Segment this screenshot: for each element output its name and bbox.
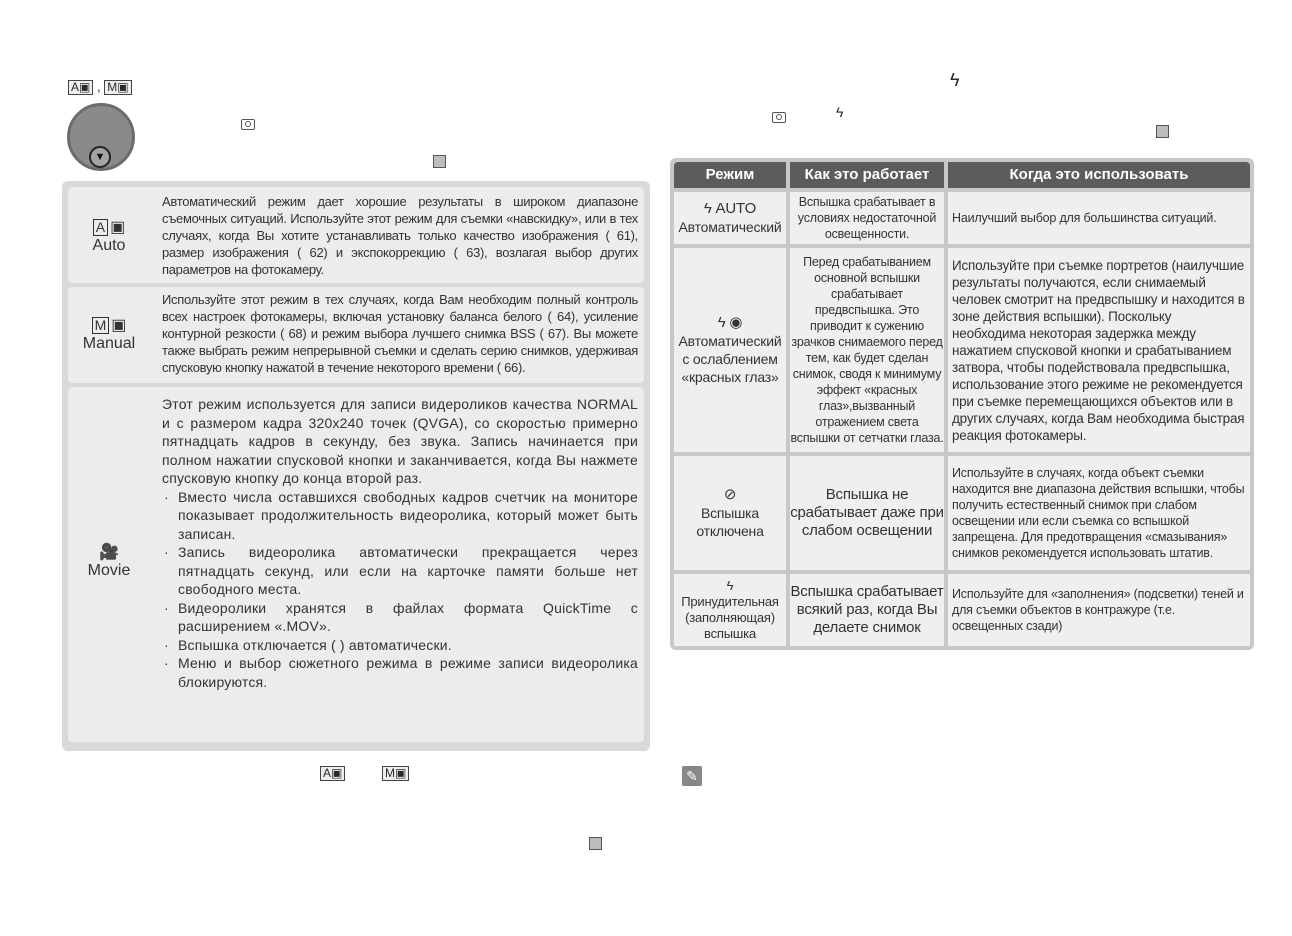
mode-auto: AUTO — [715, 200, 757, 217]
reference-icon-footer — [589, 837, 602, 850]
movie-mode-description: Этот режим используется для записи видероликов качества NORMAL и с размером кадра 320x240 точек (QVGA), со скоростью примерно пятнадцать кадров в секунду, без звука. Запись начинается при полном нажатии спусковой кнопки и заканчивается, когда Вы нажмете спусковую кнопку до конца второй раз. — [162, 396, 638, 486]
movie-mode-label: Movie — [87, 562, 131, 579]
manual-mode-icon: M ▣ — [68, 315, 150, 335]
flash-icon-header: ϟ — [950, 70, 960, 90]
list-item: · Видеоролики хранятся в файлах формата QuickTime с расширением «.MOV». — [162, 599, 638, 636]
note-pencil-icon: ✎ — [682, 766, 702, 786]
movie-notes-list — [162, 488, 638, 692]
camera-icon — [241, 119, 255, 130]
table-row — [674, 248, 786, 452]
mode-flash-off: Вспышка отключена — [696, 505, 764, 539]
camera-icon-right — [772, 112, 786, 123]
mode-auto-sub: Автоматический — [678, 219, 782, 235]
how-cell: Перед срабатыванием основной вспышки срабатывает предвспышка. Это приводит к сужению зрачков снимаемого перед тем, как будет сделан снимок, сводя к минимуму эффект «красных глаз»,вызванный отражением света вспышки от сетчатки глаза. — [790, 248, 944, 452]
flash-icon-inline: ϟ — [836, 104, 844, 120]
reference-icon-right — [1156, 125, 1169, 138]
multi-selector-dial — [67, 103, 135, 171]
auto-mode-badge: A▣ — [68, 80, 93, 95]
auto-mode-badge-footer: A▣ — [320, 766, 345, 781]
list-item: · Меню и выбор сюжетного режима в режиме записи видеоролика блокируются. — [162, 654, 638, 691]
table-row — [674, 192, 786, 244]
fill-flash-icon: ϟ — [726, 578, 734, 593]
dial-down-arrow-icon: ▼ — [89, 146, 111, 168]
manual-mode-row — [68, 287, 644, 383]
manual-mode-label: Manual — [82, 335, 136, 352]
table-row — [674, 456, 786, 570]
header-how: Как это работает — [790, 162, 944, 188]
mode-fill-flash: Принудительная (заполняющая) вспышка — [681, 594, 779, 641]
list-item: · Запись видеоролика автоматически прекращается через пятнадцать секунд, или если на карточке памяти больше нет свободного места. — [162, 543, 638, 599]
header-mode: Режим — [674, 162, 786, 188]
when-cell: Используйте в случаях, когда объект съемки находится вне диапазона действия вспышки, чтобы получить естественный снимок при слабом освещении или если съемка со вспышкой запрещена. Для предотвращения «смазывания» снимков рекомендуется использовать штатив. — [948, 456, 1250, 570]
manual-mode-badge-footer: M▣ — [382, 766, 409, 781]
when-cell: Используйте при съемке портретов (наилучшие результаты получаются, если снимаемый человек смотрит на предвспышку и находится в зоне действия вспышки). Поскольку необходима некоторая задержка между нажатием спусковой кнопки и срабатыванием затвора, чтобы подействовала предвспышка, использование этого режиме не рекомендуется при съемке перемещающихся объектов или в других случаях, когда Вам необходима быстрая реакция фотокамеры. — [948, 248, 1250, 452]
movie-mode-row — [68, 387, 644, 742]
when-cell: Наилучший выбор для большинства ситуаций. — [948, 192, 1250, 244]
badge-separator: , — [96, 79, 101, 94]
manual-mode-description: Используйте этот режим в тех случаях, когда Вам необходим полный контроль всех настроек фотокамеры, включая установку баланса белого ( 64), усиление контурной резкости ( 68) и режим выбора лучшего снимка BSS ( 67). Вы можете также выбрать режим непрерывной съемки и сделать серию снимков, удерживая спусковую кнопку нажатой в течение некоторого времени ( 66). — [162, 292, 638, 375]
red-eye-flash-icon: ϟ ◉ — [717, 314, 743, 331]
flash-off-icon: ⊘ — [723, 486, 737, 503]
how-cell: Вспышка срабатывает всякий раз, когда Вы делаете снимок — [790, 574, 944, 646]
header-when: Когда это использовать — [948, 162, 1250, 188]
flash-modes-table — [670, 158, 1254, 650]
mode-badges-header — [68, 79, 132, 95]
auto-mode-description: Автоматический режим дает хорошие результаты в широком диапазоне съемочных ситуаций. Используйте этот режим для съемки «навскидку», или в тех случаях, когда Вы хотите устанавливать только качество изображения ( 61), размер изображения ( 62) и экспокоррекцию ( 63), возлагая выбор других параметров на фотокамеру. — [162, 194, 638, 277]
manual-mode-badge: M▣ — [104, 80, 131, 95]
auto-mode-row — [68, 187, 644, 283]
flash-icon: ϟ — [703, 200, 716, 217]
list-item: · Вспышка отключается ( ) автоматически. — [162, 636, 638, 655]
table-row — [674, 574, 786, 646]
reference-icon — [433, 155, 446, 168]
mode-red-eye: Автоматический с ослаблением «красных глаз» — [678, 333, 782, 385]
auto-mode-icon: A ▣ — [68, 217, 150, 237]
auto-mode-label: Auto — [92, 237, 126, 254]
how-cell: Вспышка не срабатывает даже при слабом освещении — [790, 456, 944, 570]
when-cell: Используйте для «заполнения» (подсветки) теней и для съемки объектов в контражуре (т.е. освещенных сзади) — [948, 574, 1250, 646]
list-item: · Вместо числа оставшихся свободных кадров счетчик на мониторе показывает продолжительность видеоролика, который может быть записан. — [162, 488, 638, 544]
movie-camera-icon: 🎥 — [99, 544, 119, 561]
how-cell: Вспышка срабатывает в условиях недостаточной освещенности. — [790, 192, 944, 244]
